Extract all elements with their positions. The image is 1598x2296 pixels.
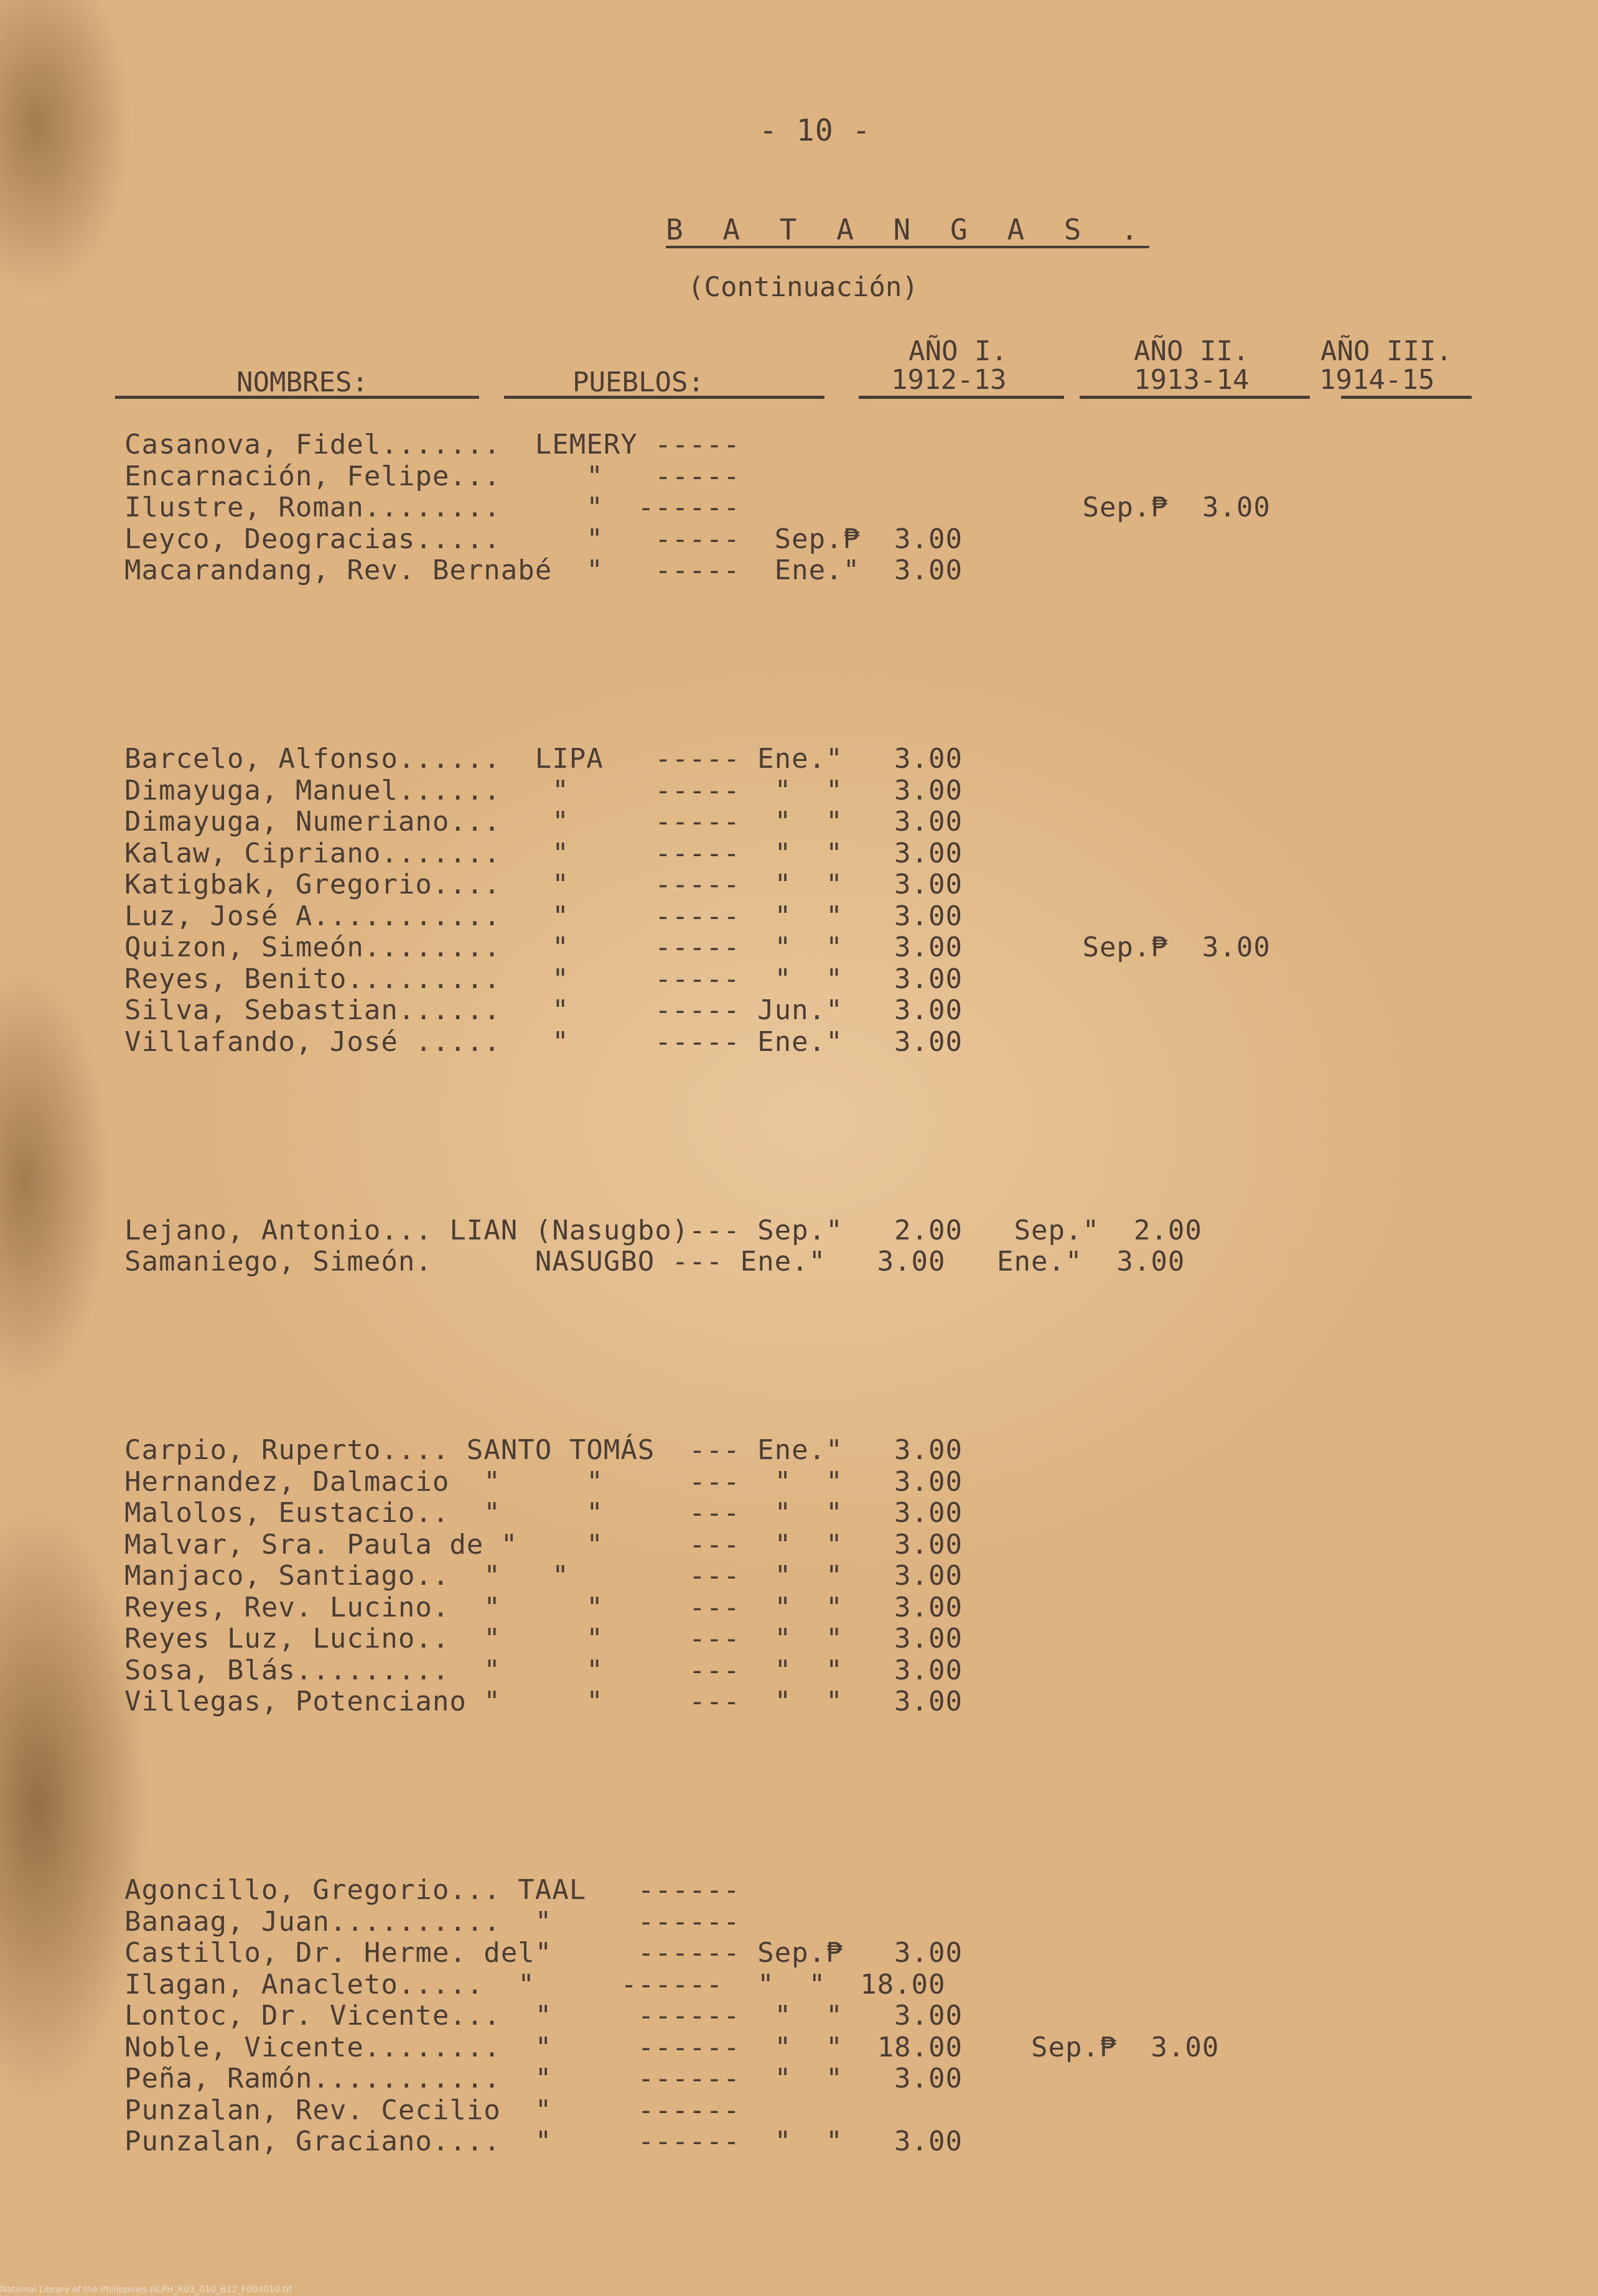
- list-item: Luz, José A........... " ----- " " 3.00: [124, 900, 963, 932]
- header-rule-pueblos: [504, 396, 825, 399]
- list-item: Manjaco, Santiago.. " " --- " " 3.00: [124, 1560, 963, 1592]
- header-nombres: NOMBRES:: [236, 366, 368, 398]
- header-pueblos: PUEBLOS:: [572, 366, 704, 398]
- list-item: Punzalan, Graciano.... " ------ " " 3.00: [124, 2126, 963, 2157]
- header-ano1-years: 1912-13: [891, 364, 1007, 396]
- header-ano2: AÑO II.: [1134, 335, 1250, 367]
- page-subtitle: (Continuación): [688, 271, 918, 303]
- list-item: Lontoc, Dr. Vicente... " ------ " " 3.00: [124, 2000, 963, 2032]
- list-item: Dimayuga, Numeriano... " ----- " " 3.00: [124, 806, 963, 838]
- list-item: Castillo, Dr. Herme. del" ------ Sep.₱ 3.00: [124, 1937, 963, 1969]
- list-item: Villafando, José ..... " ----- Ene." 3.00: [124, 1025, 963, 1058]
- header-ano2-years: 1913-14: [1134, 364, 1250, 396]
- list-item: Quizon, Simeón........ " ----- " " 3.00 Sep.₱ 3.00: [124, 931, 1271, 963]
- list-item: Banaag, Juan.......... " ------: [124, 1905, 741, 1938]
- list-item: Leyco, Deogracias..... " ----- Sep.₱ 3.00: [124, 523, 963, 555]
- list-item: Carpio, Ruperto.... SANTO TOMÁS --- Ene." 3.00: [124, 1434, 963, 1466]
- list-item: Encarnación, Felipe... " -----: [124, 460, 741, 492]
- list-item: Casanova, Fidel....... LEMERY -----: [124, 429, 741, 460]
- list-item: Malvar, Sra. Paula de " " --- " " 3.00: [124, 1528, 963, 1561]
- list-item: Ilagan, Anacleto..... " ------ " " 18.00: [124, 1968, 946, 2000]
- header-rule-ano1: [859, 396, 1064, 399]
- list-item: Agoncillo, Gregorio... TAAL ------: [124, 1874, 741, 1906]
- list-item: Reyes Luz, Lucino.. " " --- " " 3.00: [124, 1623, 963, 1654]
- list-item: Barcelo, Alfonso...... LIPA ----- Ene." 3.00: [124, 743, 963, 775]
- page-number: - 10 -: [759, 113, 871, 148]
- list-item: Noble, Vicente........ " ------ " " 18.00 Sep.₱ 3.00: [124, 2031, 1220, 2063]
- list-item: Reyes, Rev. Lucino. " " --- " " 3.00: [124, 1591, 963, 1623]
- list-item: Villegas, Potenciano " " --- " " 3.00: [124, 1686, 963, 1717]
- list-item: Kalaw, Cipriano....... " ----- " " 3.00: [124, 837, 963, 869]
- list-item: Reyes, Benito......... " ----- " " 3.00: [124, 963, 963, 995]
- header-rule-nombres: [115, 396, 479, 399]
- list-item: Dimayuga, Manuel...... " ----- " " 3.00: [124, 774, 963, 806]
- list-item: Lejano, Antonio... LIAN (Nasugbo)--- Sep." 2.00 Sep." 2.00: [124, 1214, 1202, 1246]
- list-item: Silva, Sebastian...... " ----- Jun." 3.00: [124, 994, 963, 1026]
- page-title: B A T A N G A S .: [666, 213, 1149, 246]
- list-item: Sosa, Blás......... " " --- " " 3.00: [124, 1654, 963, 1686]
- header-ano3-years: 1914-15: [1319, 364, 1435, 396]
- list-item: Punzalan, Rev. Cecilio " ------: [124, 2094, 741, 2126]
- list-item: Ilustre, Roman........ " ------ Sep.₱ 3.00: [124, 492, 1271, 523]
- list-item: Katigbak, Gregorio.... " ----- " " 3.00: [124, 869, 963, 900]
- archive-footer: National Library of the Philippines NLPH_R03_010_B12_F004010.tif: [0, 2285, 292, 2295]
- header-rule-ano2: [1080, 396, 1310, 399]
- list-item: Hernandez, Dalmacio " " --- " " 3.00: [124, 1465, 963, 1498]
- header-ano1: AÑO I.: [909, 335, 1007, 367]
- header-ano3: AÑO III.: [1320, 335, 1452, 367]
- list-item: Macarandang, Rev. Bernabé " ----- Ene." 3.00: [124, 554, 963, 586]
- list-item: Peña, Ramón........... " ------ " " 3.00: [124, 2063, 963, 2094]
- list-item: Malolos, Eustacio.. " " --- " " 3.00: [124, 1497, 963, 1529]
- header-rule-ano3: [1341, 396, 1472, 399]
- list-item: Samaniego, Simeón. NASUGBO --- Ene." 3.00 Ene." 3.00: [124, 1246, 1185, 1277]
